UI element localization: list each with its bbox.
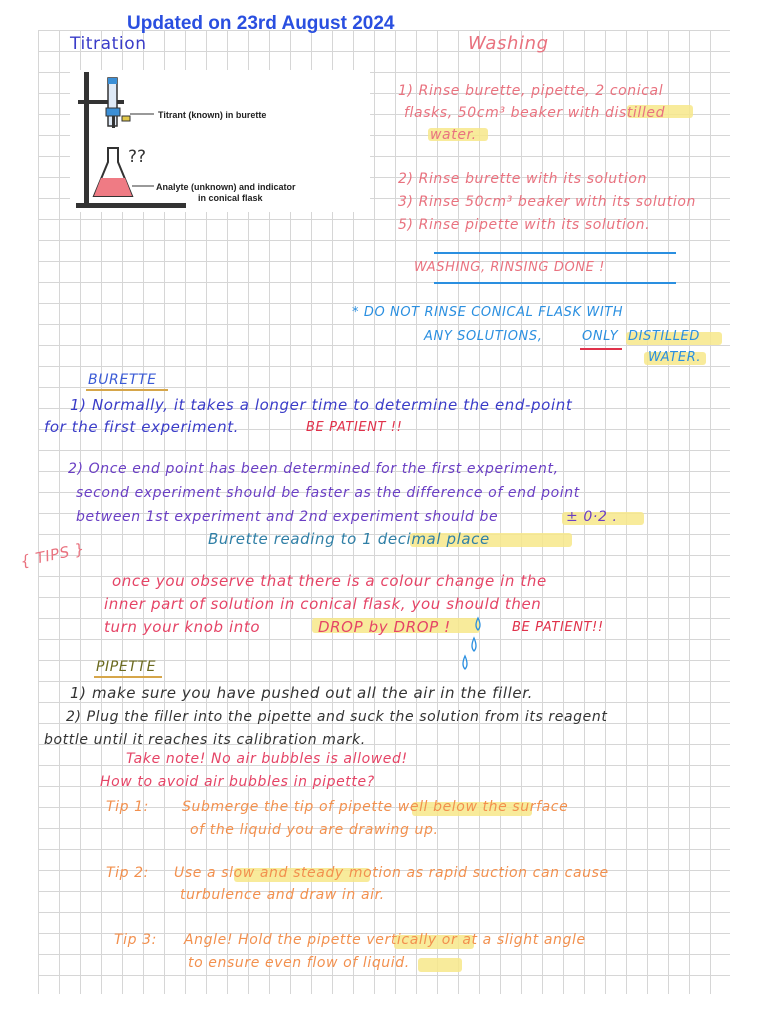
tip3-line1: Angle! Hold the pipette vertically or at a slight angle bbox=[184, 932, 586, 948]
burette-p2-line3: between 1st experiment and 2nd experiment should be bbox=[76, 509, 499, 525]
page-margin-bottom bbox=[0, 994, 768, 1024]
pipette-heading: PIPETTE bbox=[96, 659, 157, 675]
tips-line3: turn your knob into bbox=[104, 618, 261, 636]
burette-stopcock bbox=[106, 108, 120, 116]
washing-note-line2a: ANY SOLUTIONS, bbox=[424, 329, 543, 344]
update-banner: Updated on 23rd August 2024 bbox=[127, 13, 395, 34]
tip1-label: Tip 1: bbox=[106, 799, 150, 815]
stand-pole bbox=[84, 72, 89, 204]
burette-p2-value: ± 0·2 . bbox=[566, 509, 618, 525]
page-margin-right bbox=[730, 0, 768, 1024]
tip1-line2: of the liquid you are drawing up. bbox=[190, 822, 439, 838]
burette-heading: BURETTE bbox=[88, 372, 157, 388]
tip3-line2: to ensure even flow of liquid. bbox=[188, 955, 410, 971]
burette-p2-line2: second experiment should be faster as the difference of end point bbox=[76, 485, 580, 501]
washing-note-only: ONLY bbox=[582, 329, 619, 344]
burette-p1-line1: 1) Normally, it takes a longer time to determine the end-point bbox=[70, 396, 573, 414]
only-underline bbox=[580, 348, 622, 350]
washing-note-line3: WATER. bbox=[648, 350, 702, 365]
burette-knob bbox=[122, 116, 130, 121]
burette-heading-underline bbox=[86, 389, 168, 391]
burette-p2-line1: 2) Once end point has been determined for the first experiment, bbox=[68, 461, 559, 477]
washing-item1-line2: flasks, 50cm³ beaker with distilled bbox=[404, 105, 666, 121]
flask-label-line1: Analyte (unknown) and indicator bbox=[156, 182, 296, 192]
tip2-line2: turbulence and draw in air. bbox=[180, 887, 385, 903]
tips-line1: once you observe that there is a colour change in the bbox=[112, 572, 547, 590]
washing-item2: 2) Rinse burette with its solution bbox=[398, 171, 647, 187]
titration-diagram bbox=[70, 70, 370, 212]
tip2-label: Tip 2: bbox=[106, 865, 150, 881]
burette-be-patient: BE PATIENT !! bbox=[306, 420, 403, 435]
pipette-p1: 1) make sure you have pushed out all the air in the filler. bbox=[70, 684, 534, 702]
tips-tag: { TIPS } bbox=[18, 539, 87, 571]
stand-base bbox=[76, 203, 186, 208]
tips-be-patient: BE PATIENT!! bbox=[512, 620, 604, 635]
washing-item1-line3: water. bbox=[430, 127, 477, 143]
washing-note-line2c: DISTILLED bbox=[628, 329, 700, 344]
pipette-p2-line2: bottle until it reaches its calibration mark. bbox=[44, 732, 366, 748]
titration-apparatus-illustration bbox=[70, 70, 370, 212]
tip2-line1: Use a slow and steady motion as rapid suction can cause bbox=[174, 865, 609, 881]
pipette-p2-line1: 2) Plug the filler into the pipette and suck the solution from its reagent bbox=[66, 709, 608, 725]
washing-item3: 3) Rinse 50cm³ beaker with its solution bbox=[398, 194, 696, 210]
pipette-note1: Take note! No air bubbles is allowed! bbox=[126, 751, 408, 767]
droplet-icon bbox=[456, 614, 486, 670]
burette-reading: Burette reading to 1 decimal place bbox=[208, 530, 490, 548]
done-overline bbox=[434, 252, 676, 254]
pipette-note2: How to avoid air bubbles in pipette? bbox=[100, 774, 375, 790]
burette-tip bbox=[112, 116, 115, 128]
tips-line2: inner part of solution in conical flask, you should then bbox=[104, 595, 542, 613]
burette-p1-line2: for the first experiment. bbox=[44, 418, 240, 436]
washing-note-line1: * DO NOT RINSE CONICAL FLASK WITH bbox=[352, 305, 624, 320]
done-underline bbox=[434, 282, 676, 284]
tip1-line1: Submerge the tip of pipette well below the surface bbox=[182, 799, 569, 815]
burette-label: Titrant (known) in burette bbox=[158, 110, 267, 120]
flask-label-line2: in conical flask bbox=[198, 193, 263, 203]
washing-item1-line1: 1) Rinse burette, pipette, 2 conical bbox=[398, 83, 664, 99]
washing-item5: 5) Rinse pipette with its solution. bbox=[398, 217, 651, 233]
tip3-label: Tip 3: bbox=[114, 932, 158, 948]
washing-done: WASHING, RINSING DONE ! bbox=[414, 260, 605, 275]
page-margin-left bbox=[0, 0, 38, 1024]
pipette-heading-underline bbox=[94, 676, 162, 678]
highlight-liquid bbox=[418, 958, 462, 972]
washing-heading: Washing bbox=[468, 33, 549, 54]
page-title: Titration bbox=[70, 34, 147, 54]
burette-top bbox=[108, 78, 117, 84]
tips-drop-by-drop: DROP by DROP ! bbox=[318, 618, 451, 636]
question-marks: ?? bbox=[128, 147, 147, 167]
